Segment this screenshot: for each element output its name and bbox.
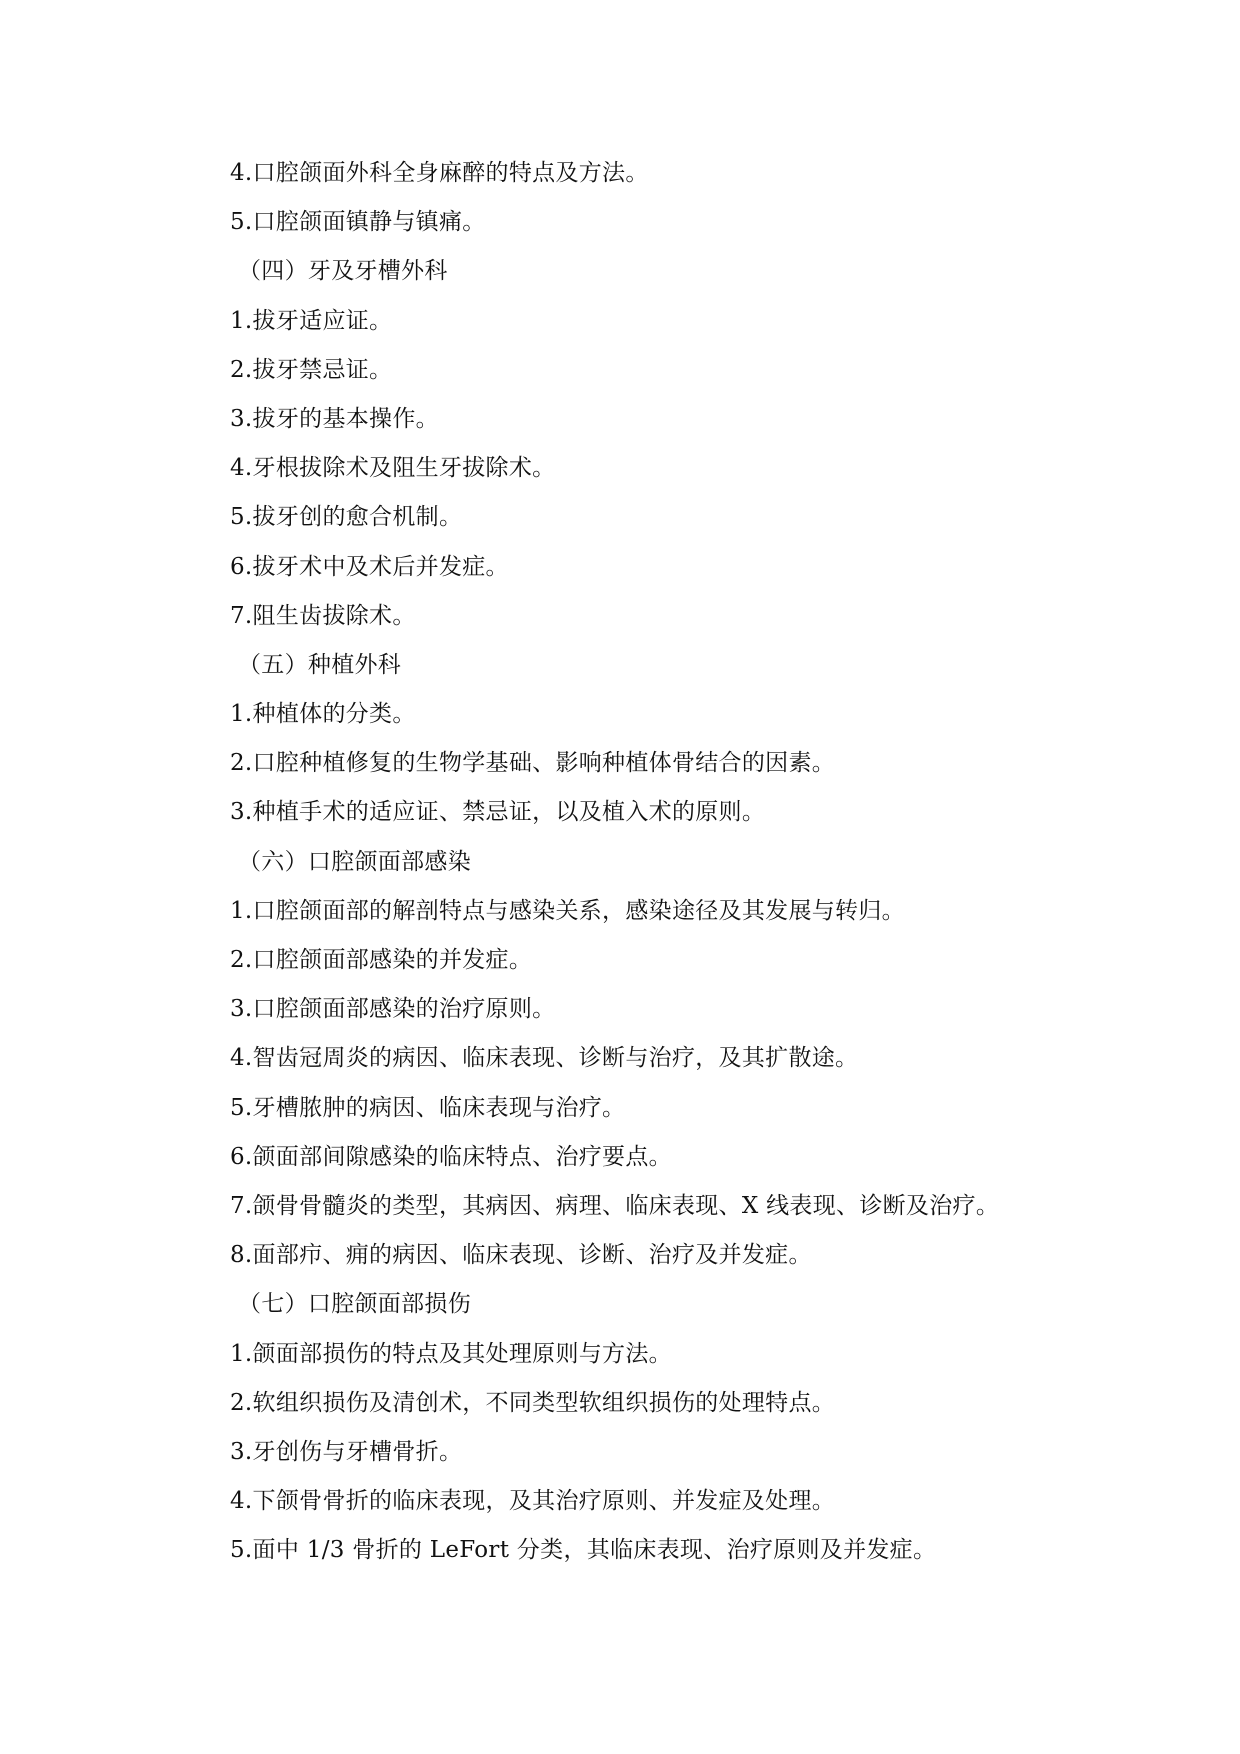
list-item: 8.面部疖、痈的病因、临床表现、诊断、治疗及并发症。: [230, 1242, 812, 1269]
section-heading: （四）牙及牙槽外科: [238, 258, 448, 285]
list-item: 5.牙槽脓肿的病因、临床表现与治疗。: [230, 1094, 626, 1121]
list-item: 2.拔牙禁忌证。: [230, 356, 393, 383]
section-heading: （六）口腔颌面部感染: [238, 848, 471, 875]
list-item: 4.牙根拔除术及阻生牙拔除术。: [230, 455, 556, 482]
list-item: 4.口腔颌面外科全身麻醉的特点及方法。: [230, 160, 649, 186]
list-item: 7.阻生齿拔除术。: [230, 602, 416, 629]
list-item: 5.面中 1/3 骨折的 LeFort 分类，其临床表现、治疗原则及并发症。: [230, 1537, 937, 1564]
list-item: 3.种植手术的适应证、禁忌证，以及植入术的原则。: [230, 799, 766, 826]
list-item: 1.种植体的分类。: [230, 701, 416, 728]
list-item: 4.下颌骨骨折的临床表现，及其治疗原则、并发症及处理。: [230, 1488, 836, 1515]
list-item: 4.智齿冠周炎的病因、临床表现、诊断与治疗，及其扩散途。: [230, 1045, 859, 1072]
list-item: 2.口腔种植修复的生物学基础、影响种植体骨结合的因素。: [230, 750, 836, 777]
section-heading: （五）种植外科: [238, 651, 402, 678]
list-item: 5.口腔颌面镇静与镇痛。: [230, 209, 486, 236]
list-item: 1.拔牙适应证。: [230, 307, 393, 334]
list-item: 3.拔牙的基本操作。: [230, 405, 439, 432]
list-item: 2.口腔颌面部感染的并发症。: [230, 947, 533, 973]
list-item: 2.软组织损伤及清创术，不同类型软组织损伤的处理特点。: [230, 1389, 836, 1416]
list-item: 6.颌面部间隙感染的临床特点、治疗要点。: [230, 1143, 672, 1170]
list-item: 1.口腔颌面部的解剖特点与感染关系，感染途径及其发展与转归。: [230, 897, 905, 924]
list-item: 5.拔牙创的愈合机制。: [230, 504, 463, 531]
list-item: 7.颌骨骨髓炎的类型，其病因、病理、临床表现、X 线表现、诊断及治疗。: [230, 1192, 1000, 1219]
list-item: 3.牙创伤与牙槽骨折。: [230, 1438, 463, 1465]
list-item: 6.拔牙术中及术后并发症。: [230, 553, 509, 580]
section-heading: （七）口腔颌面部损伤: [238, 1291, 471, 1318]
list-item: 3.口腔颌面部感染的治疗原则。: [230, 996, 556, 1023]
document-body: [230, 149, 1130, 1575]
list-item: 1.颌面部损伤的特点及其处理原则与方法。: [230, 1340, 672, 1367]
